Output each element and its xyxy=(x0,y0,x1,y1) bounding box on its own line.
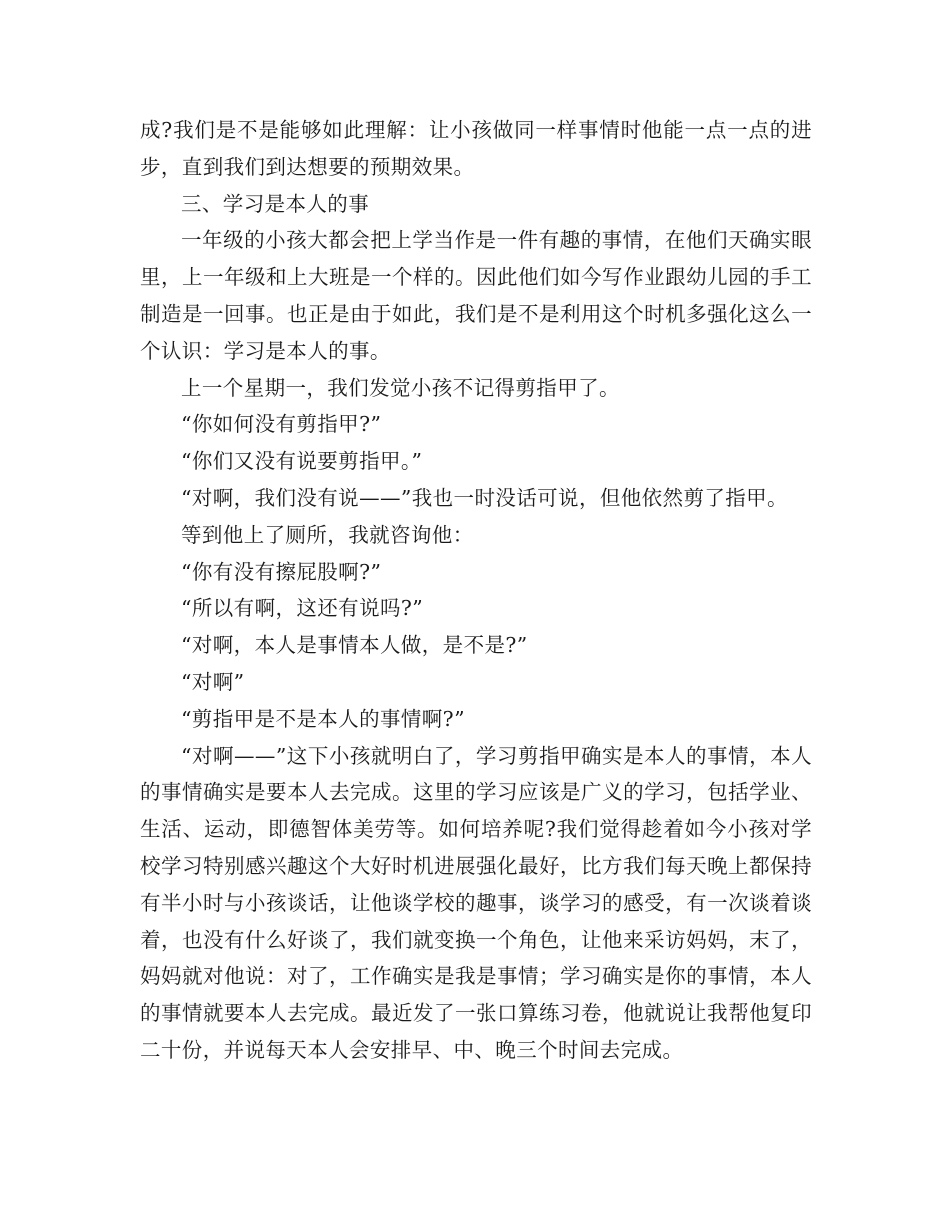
section-heading: 三、学习是本人的事 xyxy=(181,191,370,216)
paragraph: “对啊——”这下小孩就明白了，学习剪指甲确实是本人的事情，本人的事情确实是要本人去完成。这里的学习应该是广义的学习，包括学业、生活、运动，即德智体美劳等。如何培养呢?我们觉得趁着如今小孩对学校学习特别感兴趣这个大好时机进展强化最好，比方我们每天晚上都保持有半小时与小孩谈话，让他谈学校的趣事，谈学习的感受，有一次谈着谈着，也没有什么好谈了，我们就变换一个角色，让他来采访妈妈，末了，妈妈就对他说：对了，工作确实是我是事情；学习确实是你的事情，本人的事情就要本人去完成。最近发了一张口算练习卷，他就说让我帮他复印二十份，并说每天本人会安排早、中、晚三个时间去完成。 xyxy=(140,743,812,1062)
dialogue-line: “你们又没有说要剪指甲。” xyxy=(181,449,423,474)
dialogue-line: “对啊，本人是事情本人做，是不是?” xyxy=(181,633,528,658)
paragraph: 等到他上了厕所，我就咨询他： xyxy=(181,522,474,547)
paragraph: 一年级的小孩大都会把上学当作是一件有趣的事情，在他们天确实眼里，上一年级和上大班是一个样的。因此他们如今写作业跟幼儿园的手工制造是一回事。也正是由于如此，我们是不是利用这个时机多强化这么一个认识：学习是本人的事。 xyxy=(140,228,812,363)
dialogue-line: “你有没有擦屁股啊?” xyxy=(181,559,382,584)
document-body xyxy=(140,112,812,1069)
paragraph-continuation: 成?我们是不是能够如此理解：让小孩做同一样事情时他能一点一点的进步，直到我们到达想要的预期效果。 xyxy=(140,118,812,179)
dialogue-line: “你如何没有剪指甲?” xyxy=(181,412,382,437)
paragraph: 上一个星期一，我们发觉小孩不记得剪指甲了。 xyxy=(181,375,620,400)
dialogue-line: “对啊，我们没有说——”我也一时没话可说，但他依然剪了指甲。 xyxy=(181,485,788,510)
dialogue-line: “所以有啊，这还有说吗?” xyxy=(181,596,424,621)
dialogue-line: “剪指甲是不是本人的事情啊?” xyxy=(181,706,465,731)
dialogue-line: “对啊” xyxy=(181,669,245,694)
